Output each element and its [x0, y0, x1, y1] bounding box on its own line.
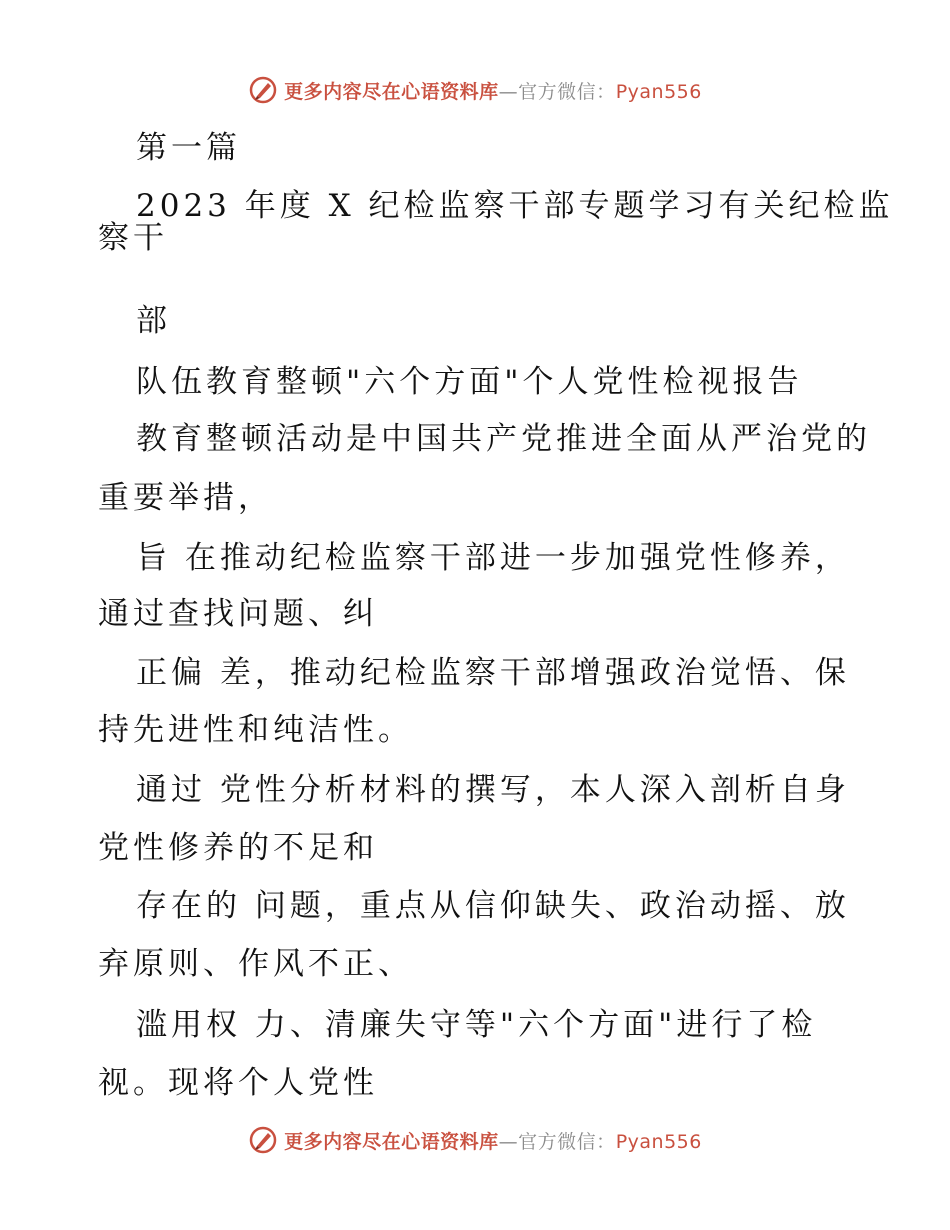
text-line: 察干: [98, 220, 168, 256]
text-line: 教育整顿活动是中国共产党推进全面从严治党的: [136, 421, 871, 457]
text-line: 部: [136, 303, 171, 339]
text-line: 正偏 差，推动纪检监察干部增强政治觉悟、保: [136, 655, 850, 691]
text-line: 通过 党性分析材料的撰写，本人深入剖析自身: [136, 772, 850, 808]
watermark-text: [284, 1127, 702, 1154]
quill-pen-logo-icon: [248, 1125, 278, 1155]
text-line: 滥用权 力、清廉失守等"六个方面"进行了检: [136, 1007, 817, 1043]
watermark-text: [284, 77, 702, 104]
watermark-label: 官方微信：: [518, 80, 616, 103]
text-line: 第一篇: [136, 130, 241, 166]
text-line: 通过查找问题、纠: [98, 596, 378, 632]
text-line: 弃原则、作风不正、: [98, 946, 413, 982]
watermark-account: Pyan556: [615, 1130, 702, 1153]
footer-watermark: [0, 1120, 950, 1160]
watermark-dash: —: [498, 1130, 519, 1153]
text-line: 视。现将个人党性: [98, 1065, 378, 1101]
text-line: 存在的 问题，重点从信仰缺失、政治动摇、放: [136, 888, 850, 924]
text-line: 重要举措，: [98, 480, 273, 516]
header-watermark: [0, 70, 950, 110]
text-line: 旨 在推动纪检监察干部进一步加强党性修养，: [136, 540, 850, 576]
watermark-account: Pyan556: [615, 80, 702, 103]
watermark-brand: 更多内容尽在心语资料库: [284, 80, 499, 103]
watermark-dash: —: [498, 80, 519, 103]
watermark-label: 官方微信：: [518, 1130, 616, 1153]
watermark-brand: 更多内容尽在心语资料库: [284, 1130, 499, 1153]
quill-pen-logo-icon: [248, 75, 278, 105]
text-line: 党性修养的不足和: [98, 830, 378, 866]
text-line: 队伍教育整顿"六个方面"个人党性检视报告: [136, 364, 803, 400]
text-line: 2023 年度 X 纪检监察干部专题学习有关纪检监: [136, 188, 894, 224]
text-line: 持先进性和纯洁性。: [98, 712, 413, 748]
